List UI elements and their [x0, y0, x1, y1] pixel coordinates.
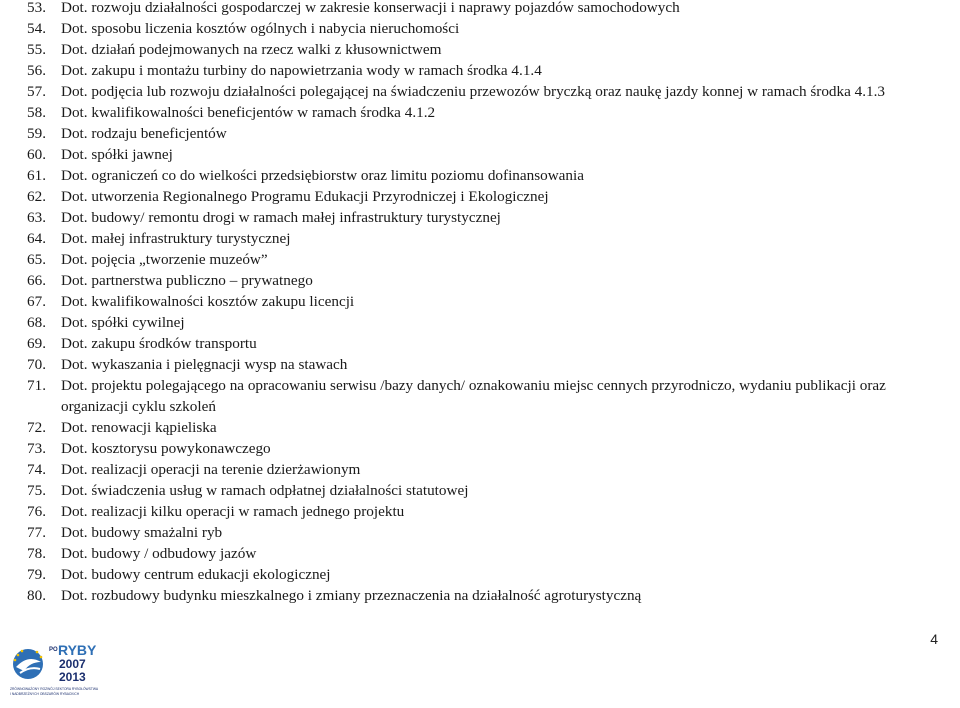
list-item: [27, 18, 947, 39]
item-number: 65.: [27, 251, 46, 268]
item-number: 66.: [27, 272, 46, 289]
item-text: Dot. podjęcia lub rozwoju działalności polegającej na świadczeniu przewozów bryczką oraz naukę jazdy konnej w ramach środka 4.1.3: [61, 83, 886, 100]
item-number: 64.: [27, 230, 46, 247]
list-item: [27, 144, 947, 165]
item-text: Dot. zakupu środków transportu: [61, 335, 257, 352]
item-number: 72.: [27, 419, 46, 436]
item-text: Dot. realizacji operacji na terenie dzierżawionym: [61, 461, 361, 478]
list-item: [27, 207, 947, 228]
list-item: [27, 522, 947, 543]
item-text: Dot. sposobu liczenia kosztów ogólnych i nabycia nieruchomości: [61, 20, 460, 37]
item-text: Dot. spółki jawnej: [61, 146, 173, 163]
item-text: Dot. rozwoju działalności gospodarczej w zakresie konserwacji i naprawy pojazdów samochodowych: [61, 0, 680, 16]
item-number: 74.: [27, 461, 46, 478]
list-item: [27, 249, 947, 270]
list-item: [27, 291, 947, 312]
item-number: 80.: [27, 587, 46, 604]
item-number: 59.: [27, 125, 46, 142]
item-text: Dot. ograniczeń co do wielkości przedsiębiorstw oraz limitu poziomu dofinansowania: [61, 167, 584, 184]
list-item: [27, 165, 947, 186]
item-text: Dot. rozbudowy budynku mieszkalnego i zmiany przeznaczenia na działalność agroturystyczną: [61, 587, 642, 604]
page-number: 4: [930, 631, 938, 647]
item-text: Dot. spółki cywilnej: [61, 314, 185, 331]
item-number: 54.: [27, 20, 46, 37]
item-number: 78.: [27, 545, 46, 562]
list-item: [27, 186, 947, 207]
list-item: [27, 0, 947, 18]
list-item: [27, 102, 947, 123]
item-text: Dot. kwalifikowalności kosztów zakupu licencji: [61, 293, 355, 310]
list-item: [27, 480, 947, 501]
list-item: [27, 39, 947, 60]
item-text: Dot. wykaszania i pielęgnacji wysp na stawach: [61, 356, 348, 373]
list-item: [27, 417, 947, 438]
logo-caption-2: I NADBRZEŻNYCH OBSZARÓW RYBACKICH: [10, 692, 80, 696]
item-number: 67.: [27, 293, 46, 310]
item-text: Dot. renowacji kąpieliska: [61, 419, 217, 436]
list-item: [27, 543, 947, 564]
list-item: [27, 228, 947, 249]
item-text: Dot. realizacji kilku operacji w ramach jednego projektu: [61, 503, 405, 520]
item-number: 60.: [27, 146, 46, 163]
item-number: 58.: [27, 104, 46, 121]
item-number: 56.: [27, 62, 46, 79]
item-text: Dot. świadczenia usług w ramach odpłatnej działalności statutowej: [61, 482, 469, 499]
list-item: [27, 501, 947, 522]
list-item: [27, 60, 947, 81]
item-text: Dot. projektu polegającego na opracowaniu serwisu /bazy danych/ oznakowaniu miejsc cennych przyrodniczo, wydaniu publikacji oraz organizacji cyklu szkoleń: [61, 377, 886, 415]
item-text: Dot. kosztorysu powykonawczego: [61, 440, 271, 457]
item-number: 69.: [27, 335, 46, 352]
item-text: Dot. pojęcia „tworzenie muzeów”: [61, 251, 268, 268]
item-text: Dot. budowy centrum edukacji ekologicznej: [61, 566, 331, 583]
list-item: [27, 123, 947, 144]
item-number: 76.: [27, 503, 46, 520]
item-text: Dot. utworzenia Regionalnego Programu Edukacji Przyrodniczej i Ekologicznej: [61, 188, 549, 205]
list-item: [27, 585, 947, 606]
item-text: Dot. budowy smażalni ryb: [61, 524, 223, 541]
item-text: Dot. budowy/ remontu drogi w ramach małej infrastruktury turystycznej: [61, 209, 501, 226]
logo-year-start: 2007: [59, 657, 86, 671]
list-item: [27, 354, 947, 375]
po-ryby-logo: [6, 640, 106, 704]
item-text: Dot. działań podejmowanych na rzecz walki z kłusownictwem: [61, 41, 442, 58]
list-item: [27, 312, 947, 333]
item-text: Dot. kwalifikowalności beneficjentów w ramach środka 4.1.2: [61, 104, 436, 121]
item-text: Dot. partnerstwa publiczno – prywatnego: [61, 272, 313, 289]
item-text: Dot. rodzaju beneficjentów: [61, 125, 227, 142]
list-item: [27, 564, 947, 585]
item-text: Dot. budowy / odbudowy jazów: [61, 545, 257, 562]
item-number: 73.: [27, 440, 46, 457]
item-number: 71.: [27, 377, 46, 394]
item-number: 53.: [27, 0, 46, 16]
list-item: [27, 333, 947, 354]
item-number: 79.: [27, 566, 46, 583]
item-number: 70.: [27, 356, 46, 373]
list-item: [27, 459, 947, 480]
item-number: 77.: [27, 524, 46, 541]
logo-word: RYBY: [58, 642, 97, 658]
fish-circle-icon: [13, 649, 43, 679]
item-number: 55.: [27, 41, 46, 58]
list-item: [27, 270, 947, 291]
item-number: 68.: [27, 314, 46, 331]
logo-prefix: PO: [49, 647, 58, 653]
list-item: [27, 375, 947, 417]
item-number: 57.: [27, 83, 46, 100]
item-number: 63.: [27, 209, 46, 226]
logo-year-end: 2013: [59, 670, 86, 684]
item-number: 61.: [27, 167, 46, 184]
item-text: Dot. zakupu i montażu turbiny do napowietrzania wody w ramach środka 4.1.4: [61, 62, 542, 79]
item-number: 62.: [27, 188, 46, 205]
item-text: Dot. małej infrastruktury turystycznej: [61, 230, 291, 247]
list-item: [27, 438, 947, 459]
item-number: 75.: [27, 482, 46, 499]
list-item: [27, 81, 947, 102]
logo-caption-1: ZRÓWNOWAŻONY ROZWÓJ SEKTORA RYBOŁÓWSTWA: [10, 687, 99, 691]
question-list: [27, 0, 947, 606]
